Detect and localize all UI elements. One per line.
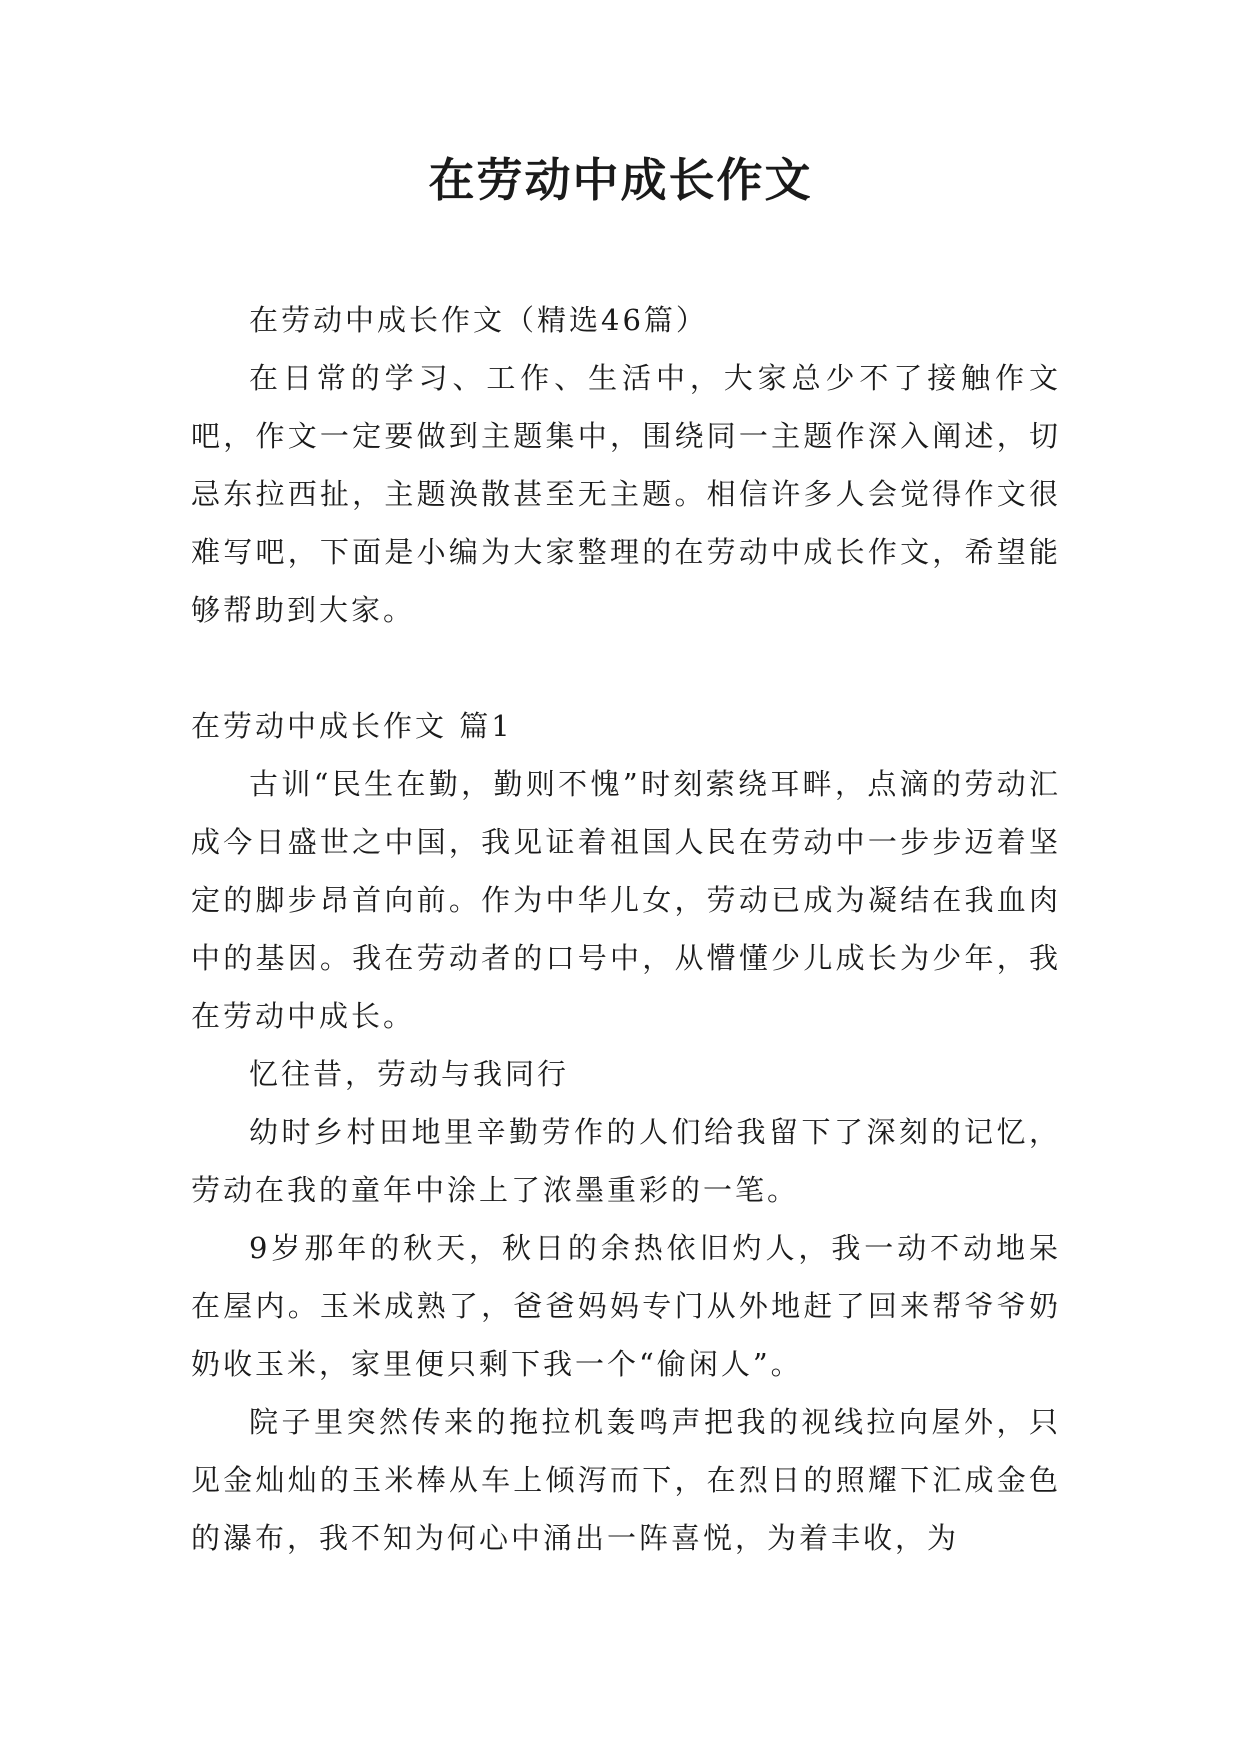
body-paragraph: 9岁那年的秋天，秋日的余热依旧灼人，我一动不动地呆在屋内。玉米成熟了，爸爸妈妈专门从外地赶了回来帮爷爷奶奶收玉米，家里便只剩下我一个“偷闲人”。	[191, 1231, 1061, 1381]
body-paragraph: 院子里突然传来的拖拉机轰鸣声把我的视线拉向屋外，只见金灿灿的玉米棒从车上倾泻而下，在烈日的照耀下汇成金色的瀑布，我不知为何心中涌出一阵喜悦，为着丰收，为	[191, 1405, 1061, 1555]
subtitle: 在劳动中成长作文（精选46篇）	[249, 303, 708, 337]
body-paragraph: 古训“民生在勤，勤则不愧”时刻萦绕耳畔，点滴的劳动汇成今日盛世之中国，我见证着祖国人民在劳动中一步步迈着坚定的脚步昂首向前。作为中华儿女，劳动已成为凝结在我血肉中的基因。我在劳动者的口号中，从懵懂少儿成长为少年，我在劳动中成长。	[191, 767, 1061, 1033]
section-heading: 在劳动中成长作文 篇1	[191, 709, 513, 743]
document-title: 在劳动中成长作文	[428, 153, 813, 207]
body-paragraph: 忆往昔，劳动与我同行	[249, 1057, 570, 1091]
body-paragraph: 幼时乡村田地里辛勤劳作的人们给我留下了深刻的记忆，劳动在我的童年中涂上了浓墨重彩的一笔。	[191, 1115, 1061, 1207]
document-body	[191, 291, 1061, 1567]
section-spacer	[191, 639, 1061, 697]
intro-paragraph: 在日常的学习、工作、生活中，大家总少不了接触作文吧，作文一定要做到主题集中，围绕同一主题作深入阐述，切忌东拉西扯，主题涣散甚至无主题。相信许多人会觉得作文很难写吧，下面是小编为大家整理的在劳动中成长作文，希望能够帮助到大家。	[191, 361, 1061, 627]
